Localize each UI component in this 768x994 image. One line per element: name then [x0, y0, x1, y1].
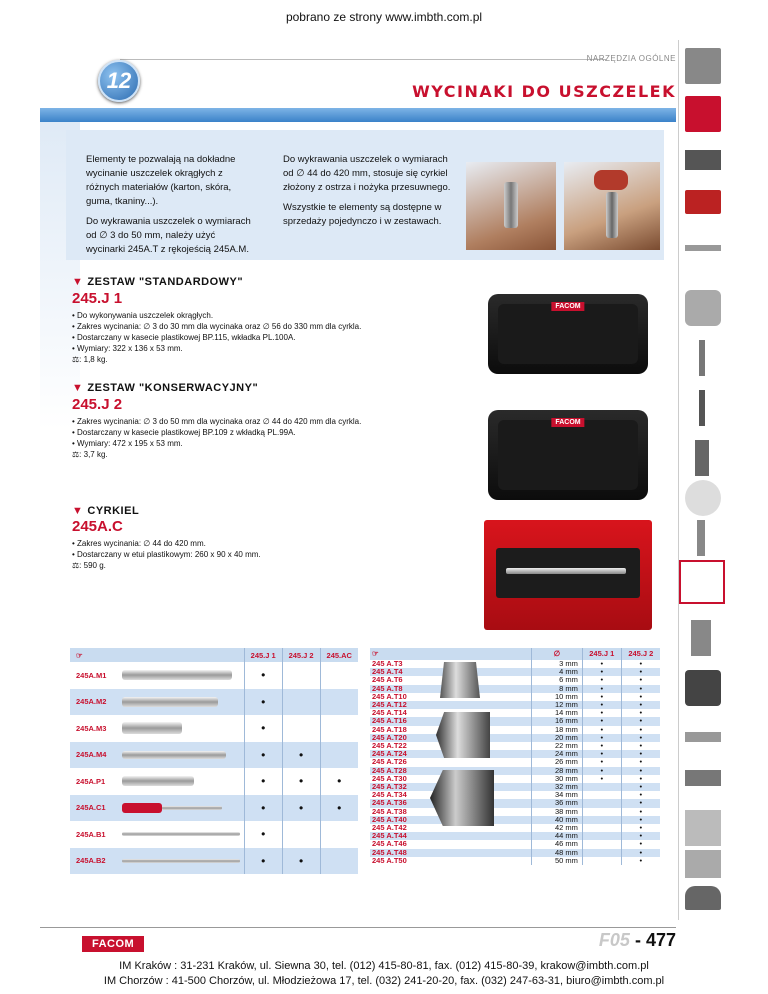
list-item: • Do wykonywania uszczelek okrągłych.: [72, 310, 472, 321]
product-ref: 245.J 1: [72, 290, 123, 307]
list-item: • Zakres wycinania: ∅ 3 do 30 mm dla wycinaka oraz ∅ 56 do 330 mm dla cyrkla.: [72, 321, 472, 332]
row-ref: 245 A.T6: [372, 675, 403, 685]
diagnostic-icon[interactable]: [685, 810, 721, 846]
row-mark: •: [621, 849, 660, 857]
case-maintenance-image: [488, 410, 648, 500]
category-sidebar: [678, 40, 724, 920]
row-ref: 245A.M3: [76, 723, 107, 733]
rod-image: [122, 832, 240, 836]
table-row: [370, 701, 660, 709]
weight-value: 1,8 kg.: [83, 355, 108, 364]
column-header: 245.J 2: [621, 648, 660, 660]
handle-image: [122, 751, 226, 759]
feature-list: [72, 538, 472, 560]
facom-logo: FACOM: [551, 302, 584, 311]
airplane-icon[interactable]: [685, 770, 721, 786]
punch-large-image: [430, 770, 494, 826]
punch-tool-icon: [606, 192, 618, 238]
screwdriver-icon[interactable]: [699, 340, 705, 376]
row-ref: 245 A.T16: [370, 717, 439, 725]
weight-value: 590 g.: [83, 561, 106, 570]
row-ref: 245 A.T44: [370, 832, 439, 840]
list-item: • Dostarczany w kasecie plastikowej BP.109 z wkładką PL.99A.: [72, 427, 472, 438]
row-ref: 245 A.T50: [372, 855, 407, 865]
row-mark: •: [582, 693, 621, 701]
gun-icon[interactable]: [685, 670, 721, 706]
row-diameter: 24 mm: [531, 750, 582, 758]
product-ref: 245.J 2: [72, 396, 123, 413]
row-mark: •: [582, 726, 621, 734]
table-row: [370, 717, 660, 725]
row-mark: [582, 824, 621, 832]
intro-column-1: [86, 153, 256, 263]
row-ref: 245 A.T20: [370, 734, 439, 742]
table-row: [370, 840, 660, 848]
table-row: [370, 767, 660, 775]
table-row: [370, 824, 660, 832]
intro-paragraph: Wszystkie te elementy są dostępne w sprzedaży pojedynczo i w zestawach.: [283, 202, 442, 227]
photo-hand-punch: [466, 162, 556, 250]
row-mark: •: [582, 701, 621, 709]
table-row: [370, 775, 660, 783]
table-row: 245A.M1 •: [70, 662, 358, 689]
table-row: 245A.M3 •: [70, 715, 358, 742]
section-heading-text: ZESTAW "STANDARDOWY": [87, 276, 244, 288]
row-ref: 245 A.T26: [372, 757, 407, 767]
wrench-icon[interactable]: [685, 245, 721, 251]
list-item: • Dostarczany w etui plastikowym: 260 x 90 x 40 mm.: [72, 549, 472, 560]
row-diameter: 8 mm: [531, 685, 582, 693]
intro-paragraph: Do wykrawania uszczelek o wymiarach od ∅ 3 do 50 mm, należy użyć wycinarki 245A.T z rękojeścią 245A.M.: [86, 216, 251, 255]
row-diameter: 16 mm: [531, 717, 582, 725]
row-mark: •: [621, 701, 660, 709]
row-mark: [582, 816, 621, 824]
row-mark: •: [621, 767, 660, 775]
row-mark: •: [621, 840, 660, 848]
table-row: [370, 758, 660, 766]
row-ref: 245A.B1: [76, 829, 106, 839]
row-diameter: 32 mm: [531, 783, 582, 791]
row-mark: [582, 791, 621, 799]
row-ref: 245 A.T30: [372, 773, 407, 783]
row-ref: 245 A.T10: [372, 691, 407, 701]
row-mark: •: [621, 775, 660, 783]
address-line: IM Kraków : 31-231 Kraków, ul. Siewna 30, tel. (012) 415-80-81, fax. (012) 415-80-39, krakow@imbth.com.pl: [119, 960, 649, 972]
table-row: [370, 685, 660, 693]
table-row: [370, 799, 660, 807]
page-title: WYCINAKI DO USZCZELEK: [412, 82, 676, 101]
table-row: 245A.M4 • •: [70, 742, 358, 769]
address-line: IM Chorzów : 41-500 Chorzów, ul. Młodzieżowa 17, tel. (032) 241-20-20, fax. (032) 247-63-31, biuro@imbth.com.pl: [103, 975, 665, 987]
row-mark: •: [621, 808, 660, 816]
row-diameter: 30 mm: [531, 775, 582, 783]
row-ref: 245 A.T48: [370, 849, 439, 857]
hex-key-icon[interactable]: [699, 390, 705, 426]
table-row: 245A.C1 • • •: [70, 795, 358, 822]
row-mark: •: [582, 758, 621, 766]
hacksaw-icon-active[interactable]: [679, 560, 725, 604]
ref-header-icon: ☞: [370, 648, 439, 660]
table-row: [370, 783, 660, 791]
row-mark: [582, 808, 621, 816]
triangle-icon: ▼: [72, 276, 84, 288]
table-row: [370, 660, 660, 668]
table-row: [370, 668, 660, 676]
row-ref: 245 A.T14: [372, 708, 407, 718]
row-mark: •: [621, 799, 660, 807]
hammer-icon[interactable]: [697, 520, 705, 556]
row-mark: •: [582, 709, 621, 717]
row-diameter: 18 mm: [531, 726, 582, 734]
title-bar: [40, 108, 676, 122]
row-mark: •: [621, 824, 660, 832]
row-mark: [582, 799, 621, 807]
table-row: [370, 857, 660, 865]
section-heading-maintenance: [72, 382, 258, 394]
row-mark: •: [582, 668, 621, 676]
toolbox-icon[interactable]: [685, 48, 721, 84]
row-mark: •: [582, 734, 621, 742]
row-mark: •: [621, 693, 660, 701]
intro-paragraph: Do wykrawania uszczelek o wymiarach od ∅ 44 do 420 mm, stosuje się cyrkiel złożony z ostrza i nożyka przesuwnego.: [283, 154, 451, 193]
row-ref: 245 A.T38: [372, 806, 407, 816]
product-ref: 245A.C: [72, 518, 123, 535]
triangle-icon: ▼: [72, 382, 84, 394]
weight-value: 3,7 kg.: [83, 450, 108, 459]
handle-image: [122, 776, 194, 786]
row-mark: [582, 857, 621, 865]
row-mark: [582, 832, 621, 840]
pliers-icon[interactable]: [695, 440, 709, 476]
intro-column-2: [283, 153, 458, 235]
weight-row: ⚖: 590 g.: [72, 561, 106, 570]
facom-logo: FACOM: [82, 936, 144, 952]
row-mark: •: [621, 676, 660, 684]
row-diameter: 34 mm: [531, 791, 582, 799]
column-header: 245.J 1: [244, 648, 282, 662]
section-heading-text: ZESTAW "KONSERWACYJNY": [87, 382, 259, 394]
table-row: 245A.B2 • •: [70, 848, 358, 875]
list-item: • Wymiary: 322 x 136 x 53 mm.: [72, 343, 472, 354]
row-mark: •: [621, 750, 660, 758]
handles-table: [70, 648, 358, 874]
page-number: F05 - 477: [598, 930, 676, 950]
row-mark: [582, 849, 621, 857]
row-diameter: 14 mm: [531, 709, 582, 717]
row-mark: •: [582, 750, 621, 758]
punch-tool-icon: [504, 182, 518, 228]
row-ref: 245 A.T36: [370, 799, 439, 807]
row-mark: •: [582, 685, 621, 693]
row-ref: 245A.M4: [70, 742, 120, 769]
list-item: • Zakres wycinania: ∅ 44 do 420 mm.: [72, 538, 472, 549]
row-ref: 245A.C1: [70, 795, 120, 822]
tool-cabinet-icon[interactable]: [685, 96, 721, 132]
row-ref: 245A.B2: [70, 848, 120, 875]
row-mark: •: [582, 767, 621, 775]
table-row: [370, 693, 660, 701]
table-row: [370, 750, 660, 758]
row-ref: 245 A.T22: [372, 741, 407, 751]
table-row: [370, 676, 660, 684]
compass-tool-icon: [506, 568, 626, 574]
table-row: 245A.M2 •: [70, 689, 358, 716]
torque-wrench-icon[interactable]: [685, 732, 721, 742]
table-row: [370, 816, 660, 824]
footer-divider: [40, 927, 676, 928]
row-mark: •: [621, 734, 660, 742]
section-heading-text: CYRKIEL: [87, 505, 140, 517]
row-ref: 245 A.T3: [372, 659, 403, 668]
table-row: 245A.P1 • • •: [70, 768, 358, 795]
tool-chest-icon[interactable]: [685, 190, 721, 214]
row-diameter: 20 mm: [531, 734, 582, 742]
handle-image: [122, 697, 218, 707]
table-row: [370, 832, 660, 840]
column-header: 245.AC: [320, 648, 358, 662]
weight-row: ⚖: 1,8 kg.: [72, 355, 108, 364]
column-header: ∅: [531, 648, 582, 660]
row-mark: •: [621, 726, 660, 734]
row-mark: •: [582, 717, 621, 725]
handle-image: [122, 722, 182, 734]
row-mark: [582, 840, 621, 848]
row-ref: 245A.P1: [76, 776, 106, 786]
hammer-icon: [594, 170, 628, 190]
scale-icon: ⚖: [72, 450, 80, 459]
car-icon[interactable]: [685, 886, 721, 910]
row-ref: 245 A.T46: [372, 839, 407, 849]
intro-paragraph: Elementy te pozwalają na dokładne wycinanie uszczelek okrągłych z różnych materiałów (karton, skóra, guma, tkaniny...).: [86, 154, 236, 207]
table-row: [370, 791, 660, 799]
table-row: [370, 849, 660, 857]
row-ref: 245 A.T24: [370, 750, 439, 758]
scale-icon: ⚖: [72, 561, 80, 570]
punch-medium-image: [436, 712, 490, 758]
row-ref: 245 A.T18: [372, 724, 407, 734]
row-mark: •: [621, 857, 660, 865]
row-ref: 245A.M2: [70, 689, 120, 716]
row-diameter: 6 mm: [531, 676, 582, 684]
row-mark: •: [621, 758, 660, 766]
row-mark: •: [582, 775, 621, 783]
row-mark: •: [621, 660, 660, 668]
column-header: 245.J 1: [582, 648, 621, 660]
row-diameter: 50 mm: [531, 857, 582, 865]
row-diameter: 26 mm: [531, 758, 582, 766]
list-item: • Zakres wycinania: ∅ 3 do 50 mm dla wycinaka oraz ∅ 44 do 420 mm dla cyrkla.: [72, 416, 472, 427]
row-mark: •: [621, 783, 660, 791]
row-diameter: 38 mm: [531, 808, 582, 816]
row-ref: 245 A.T28: [370, 767, 439, 775]
list-item: • Dostarczany w kasecie plastikowej BP.115, wkładka PL.100A.: [72, 332, 472, 343]
row-diameter: 48 mm: [531, 849, 582, 857]
row-ref: 245 A.T32: [370, 783, 439, 791]
scale-icon: ⚖: [72, 355, 80, 364]
weight-row: ⚖: 3,7 kg.: [72, 450, 108, 459]
row-diameter: 40 mm: [531, 816, 582, 824]
row-diameter: 28 mm: [531, 767, 582, 775]
row-ref: 245 A.T8: [370, 685, 439, 693]
row-diameter: 36 mm: [531, 799, 582, 807]
row-diameter: 44 mm: [531, 832, 582, 840]
category-divider: [120, 59, 606, 60]
rod-image: [122, 859, 240, 863]
section-heading-compass: [72, 505, 139, 517]
punch-small-image: [440, 662, 480, 698]
row-mark: •: [621, 742, 660, 750]
row-mark: •: [621, 816, 660, 824]
row-mark: •: [582, 676, 621, 684]
row-mark: •: [621, 709, 660, 717]
row-ref: 245 A.T42: [372, 823, 407, 833]
feature-list: [72, 310, 472, 354]
row-diameter: 3 mm: [531, 660, 582, 668]
storage-icon[interactable]: [685, 850, 721, 878]
row-mark: •: [582, 660, 621, 668]
row-mark: •: [621, 668, 660, 676]
row-ref: 245A.M1: [76, 670, 107, 680]
compass-case-image: [484, 520, 652, 630]
row-mark: •: [621, 685, 660, 693]
row-ref: 245 A.T4: [370, 668, 439, 676]
feature-list: [72, 416, 472, 449]
screwdriver-handle-image: [122, 803, 162, 813]
row-diameter: 10 mm: [531, 693, 582, 701]
row-diameter: 42 mm: [531, 824, 582, 832]
facom-logo: FACOM: [551, 418, 584, 427]
row-ref: 245 A.T12: [370, 701, 439, 709]
tape-measure-icon[interactable]: [685, 480, 721, 516]
ref-header-icon: ☞: [70, 648, 120, 662]
row-diameter: 4 mm: [531, 668, 582, 676]
source-note: pobrano ze strony www.imbth.com.pl: [285, 10, 483, 24]
row-mark: [582, 783, 621, 791]
category-label: NARZĘDZIA OGÓLNE: [586, 54, 676, 63]
section-heading-standard: [72, 276, 243, 288]
row-ref: 245 A.T40: [370, 816, 439, 824]
triangle-icon: ▼: [72, 505, 84, 517]
table-row: [370, 742, 660, 750]
table-row: [370, 709, 660, 717]
list-item: • Wymiary: 472 x 195 x 53 mm.: [72, 438, 472, 449]
row-mark: •: [582, 742, 621, 750]
row-diameter: 22 mm: [531, 742, 582, 750]
chapter-badge: 12: [98, 60, 140, 102]
row-diameter: 46 mm: [531, 840, 582, 848]
table-row: [370, 808, 660, 816]
row-mark: •: [621, 832, 660, 840]
row-mark: •: [621, 717, 660, 725]
table-row: [370, 726, 660, 734]
photo-hammer-punch: [564, 162, 660, 250]
workbench-icon[interactable]: [685, 150, 721, 170]
row-mark: •: [621, 791, 660, 799]
row-diameter: 12 mm: [531, 701, 582, 709]
socket-icon[interactable]: [685, 290, 721, 326]
column-header: 245.J 2: [282, 648, 320, 662]
table-row: [370, 734, 660, 742]
handle-image: [122, 670, 232, 680]
puller-icon[interactable]: [691, 620, 711, 656]
row-ref: 245 A.T34: [372, 790, 407, 800]
table-row: 245A.B1 •: [70, 821, 358, 848]
punches-table: [370, 648, 660, 865]
case-standard-image: [488, 294, 648, 374]
